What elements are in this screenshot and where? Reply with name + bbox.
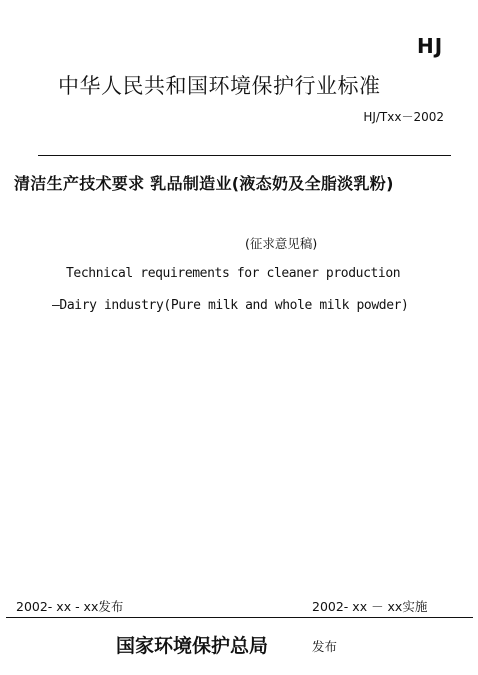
- footer-divider: [6, 617, 473, 618]
- implementation-date: 2002- xx － xx实施: [312, 599, 428, 614]
- issuing-action: 发布: [312, 639, 338, 654]
- header-divider: [38, 155, 451, 156]
- issue-date: 2002- xx - xx发布: [16, 599, 124, 614]
- standard-number: HJ/Txx－2002: [363, 110, 444, 124]
- issuing-authority: 国家环境保护总局: [116, 635, 269, 657]
- draft-status: (征求意见稿): [245, 236, 318, 251]
- document-title-english-line2: —Dairy industry(Pure milk and whole milk powder): [52, 298, 409, 313]
- document-title-english-line1: Technical requirements for cleaner production: [66, 266, 401, 281]
- standard-category-title: 中华人民共和国环境保护行业标准: [58, 74, 381, 98]
- document-title-chinese: 清洁生产技术要求 乳品制造业(液态奶及全脂淡乳粉): [14, 174, 394, 193]
- standard-code-mark: HJ: [417, 34, 444, 58]
